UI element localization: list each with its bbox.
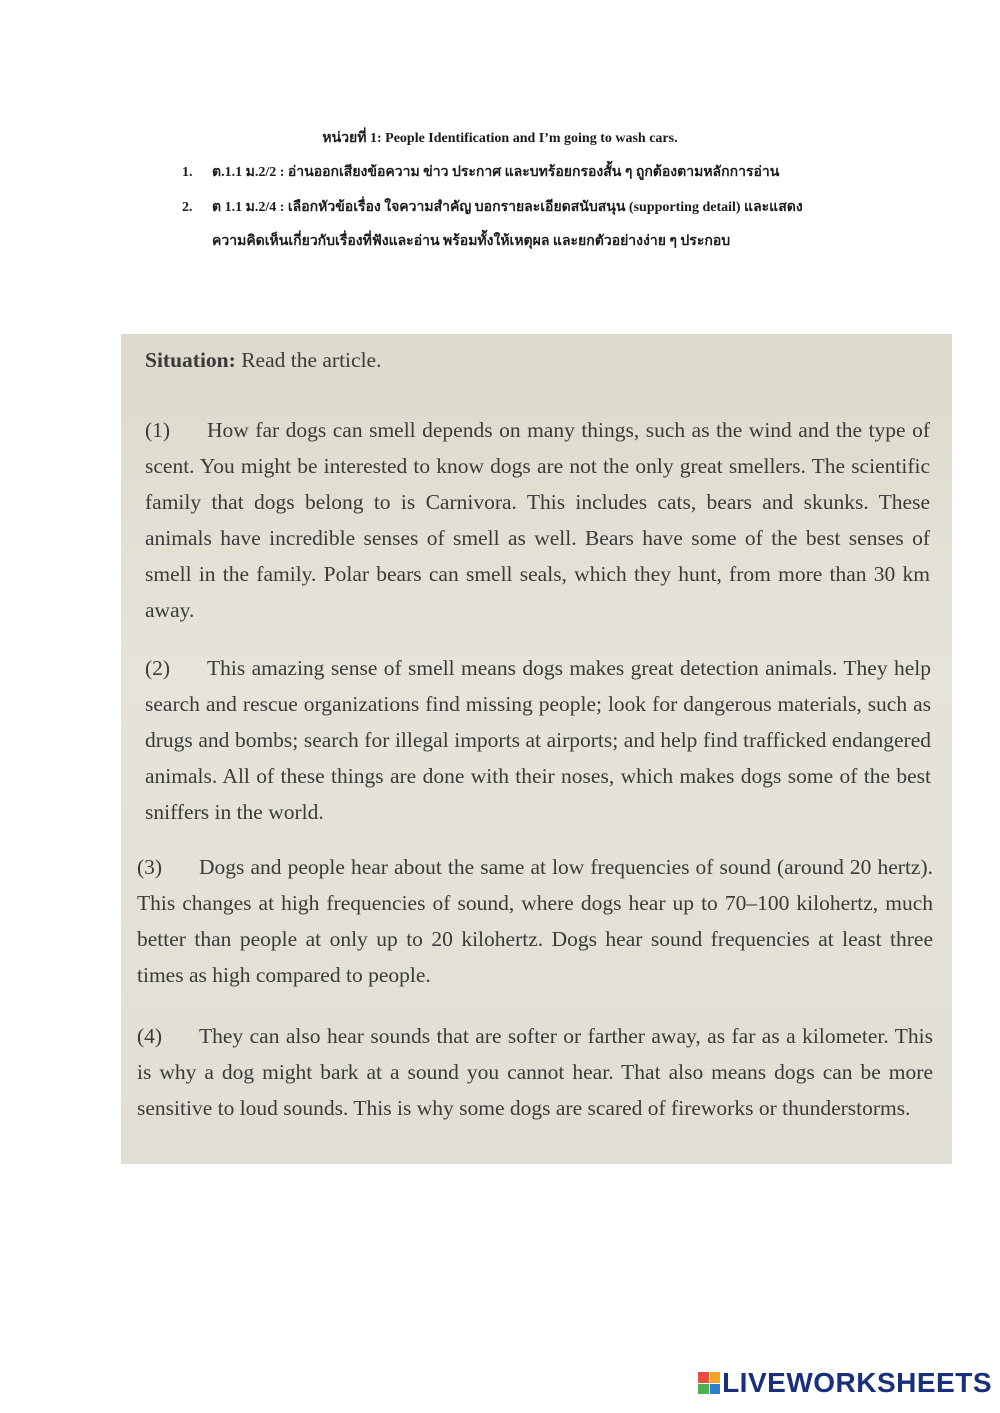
- situation-text: Read the article.: [235, 348, 382, 372]
- article-paragraph: [137, 1018, 933, 1126]
- brand-name: LIVEWORKSHEETS: [722, 1367, 992, 1398]
- standard-2: [182, 191, 882, 261]
- situation-line: [145, 342, 381, 378]
- standard-text: ต.1.1 ม.2/2 : อ่านออกเสียงข้อความ ข่าว ประกาศ และบทร้อยกรองสั้น ๆ ถูกต้องตามหลักการอ่าน: [212, 165, 780, 180]
- standard-number: 1.: [182, 165, 193, 180]
- standard-1: [182, 156, 882, 190]
- paragraph-number: (2): [145, 656, 171, 680]
- article-paragraph: [145, 412, 930, 628]
- paragraph-number: (3): [137, 855, 163, 879]
- paragraph-number: (1): [145, 418, 171, 442]
- standard-number: 2.: [182, 200, 193, 215]
- standard-text: ต 1.1 ม.2/4 : เลือกหัวข้อเรื่อง ใจความสำคัญ บอกรายละเอียดสนับสนุน (supporting detail) และแสดง: [212, 200, 803, 215]
- paragraph-text: This amazing sense of smell means dogs makes great detection animals. They help search and rescue organizations find missing people; look for dangerous materials, such as drugs and bombs; search for illegal imports at airports; and help find trafficked endangered animals. All of these things are done with their noses, which makes dogs some of the best sniffers in the world.: [145, 656, 931, 824]
- liveworksheets-logo[interactable]: [698, 1363, 992, 1403]
- paragraph-number: (4): [137, 1024, 163, 1048]
- situation-label: Situation:: [145, 348, 236, 372]
- article-paragraph: [137, 849, 933, 993]
- article-scan: [121, 334, 952, 1164]
- paragraph-text: Dogs and people hear about the same at low frequencies of sound (around 20 hertz). This changes at high frequencies of sound, where dogs hear up to 70–100 kilohertz, much better than people at only up to 20 kilohertz. Dogs hear sound frequencies at least three times as high compared to people.: [137, 855, 933, 987]
- unit-title: หน่วยที่ 1: People Identification and I’m going to wash cars.: [322, 131, 678, 146]
- article-paragraph: [145, 650, 931, 830]
- standard-text-continued: ความคิดเห็นเกี่ยวกับเรื่องที่ฟังและอ่าน พร้อมทั้งให้เหตุผล และยกตัวอย่างง่าย ๆ ประกอบ: [212, 234, 731, 249]
- liveworksheets-logo-icon: [698, 1372, 720, 1394]
- paragraph-text: They can also hear sounds that are softer or farther away, as far as a kilometer. This is why a dog might bark at a sound you cannot hear. That also means dogs can be more sensitive to loud sounds. This is why some dogs are scared of fireworks or thunderstorms.: [137, 1024, 933, 1120]
- paragraph-text: How far dogs can smell depends on many things, such as the wind and the type of scent. You might be interested to know dogs are not the only great smellers. The scientific family that dogs belong to is Carnivora. This includes cats, bears and skunks. These animals have incredible senses of smell as well. Bears have some of the best senses of smell in the family. Polar bears can smell seals, which they hunt, from more than 30 km away.: [145, 418, 930, 622]
